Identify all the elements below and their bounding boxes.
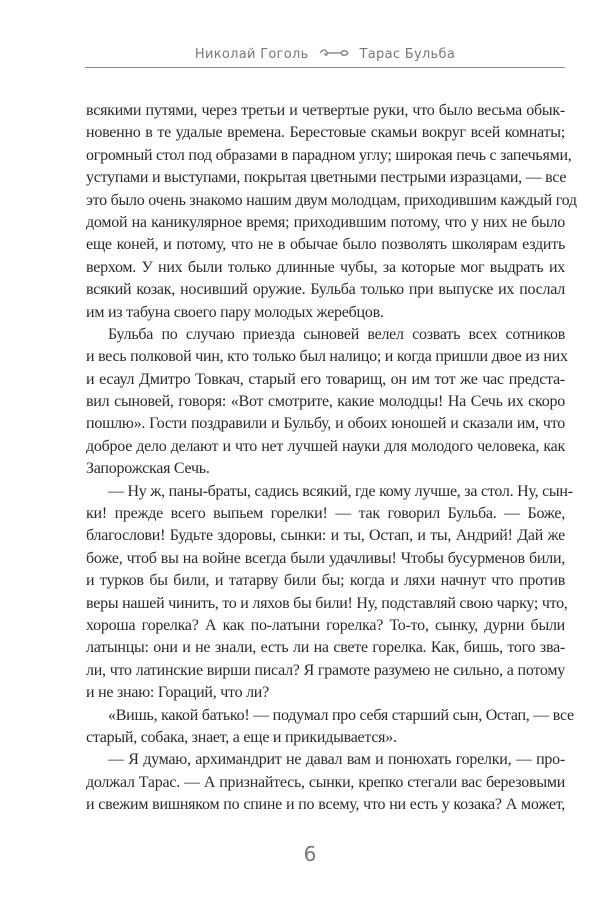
- text-line: и не знаю: Гораций, что ли?: [86, 684, 269, 702]
- text-line: огромный стол под образами в парадном углу; широкая печь с запечьями,: [86, 146, 572, 164]
- text-line: Запорожская Сечь.: [86, 460, 210, 478]
- text-line: Бульба по случаю приезда сыновей велел созвать всех сотников: [108, 325, 565, 343]
- paragraph: [86, 481, 573, 705]
- text-line: еще коней, и потому, что не в обычае было позволять школярам ездить: [86, 236, 565, 254]
- text-line: уступами и выступами, покрытая цветными пестрыми изразцами, — все: [86, 169, 567, 187]
- text-line: должал Тарас. — А признайтесь, сынки, крепко стегали вас березовыми: [86, 773, 565, 791]
- text-line: и свежим вишняком по спине и по всему, что ни есть у козака? А может,: [86, 796, 565, 814]
- header-title: Тарас Бульба: [359, 47, 456, 62]
- text-line: «Вишь, какой батько! — подумал про себя старший сын, Остап, — все: [108, 706, 574, 724]
- paragraph: [86, 324, 568, 481]
- header-rule: [85, 67, 565, 68]
- header-author: Николай Гоголь: [194, 47, 309, 62]
- paragraph: [86, 749, 565, 816]
- text-line: вил сыновей, говоря: «Вот смотрите, какие молодцы! На Сечь их скоро: [86, 393, 565, 411]
- text-line: пошлю». Гости поздравили и Бульбу, и обоих юношей и сказали им, что: [86, 415, 565, 433]
- text-line: новенно в те удалые времена. Берестовые скамьи вокруг всей комнаты;: [86, 124, 565, 142]
- text-line: всякий козак, носивший оружие. Бульба только при выпуске их послал: [86, 281, 565, 299]
- text-line: — Ну ж, паны-браты, садись всякий, где кому лучше, за стол. Ну, сын-: [108, 482, 573, 500]
- text-line: это было очень знакомо нашим двум молодцам, приходившим каждый год: [86, 191, 577, 209]
- text-line: и весь полковой чин, кто только был налицо; и когда пришли двое из них: [86, 348, 568, 366]
- flourish-ornament-icon: [319, 47, 349, 61]
- text-line: веры нашей чинить, то и ляхов бы били! Ну, подставляй свою чарку; что,: [86, 594, 568, 612]
- text-line: благослови! Будьте здоровы, сынки: и ты, Остап, и ты, Андрий! Дай же: [86, 527, 565, 545]
- paragraph: [86, 100, 577, 324]
- text-line: ли, что латинские вирши писал? Я грамоте разумею не сильно, а потому: [86, 661, 565, 679]
- text-line: им из табуна своего пару молодых жеребцов.: [86, 303, 384, 321]
- page-number: 6: [303, 842, 317, 866]
- running-header: [85, 47, 565, 62]
- text-line: домой на каникулярное время; приходившим потому, что у них не было: [86, 213, 565, 231]
- text-line: доброе дело делают и что нет лучшей науки для молодого человека, как: [86, 437, 565, 455]
- text-line: — Я думаю, архимандрит не давал вам и понюхать горелки, — про-: [108, 751, 565, 769]
- page-body-text: [86, 100, 577, 817]
- text-line: и есаул Дмитро Товкач, старый его товарищ, он им тот же час предста-: [86, 370, 565, 388]
- text-line: хороша горелка? А как по-латыни горелка? То-то, сынку, дурни были: [86, 616, 565, 634]
- text-line: боже, чтоб вы на войне всегда были удачливы! Чтобы бусурменов били,: [86, 549, 565, 567]
- text-line: латынцы: они и не знали, есть ли на свете горелка. Как, бишь, того зва-: [86, 639, 565, 657]
- text-line: и турков бы били, и татарву били бы; когда и ляхи начнут что против: [86, 572, 565, 590]
- paragraph: [86, 705, 574, 750]
- text-line: ки! прежде всего выпьем горелки! — так говорил Бульба. — Боже,: [86, 505, 565, 523]
- text-line: верхом. У них были только длинные чубы, за которые мог выдрать их: [86, 258, 565, 276]
- text-line: всякими путями, через третьи и четвертые руки, что было весьма обык-: [86, 102, 565, 119]
- text-line: старый, собака, знает, а еще и прикидывается».: [86, 728, 397, 746]
